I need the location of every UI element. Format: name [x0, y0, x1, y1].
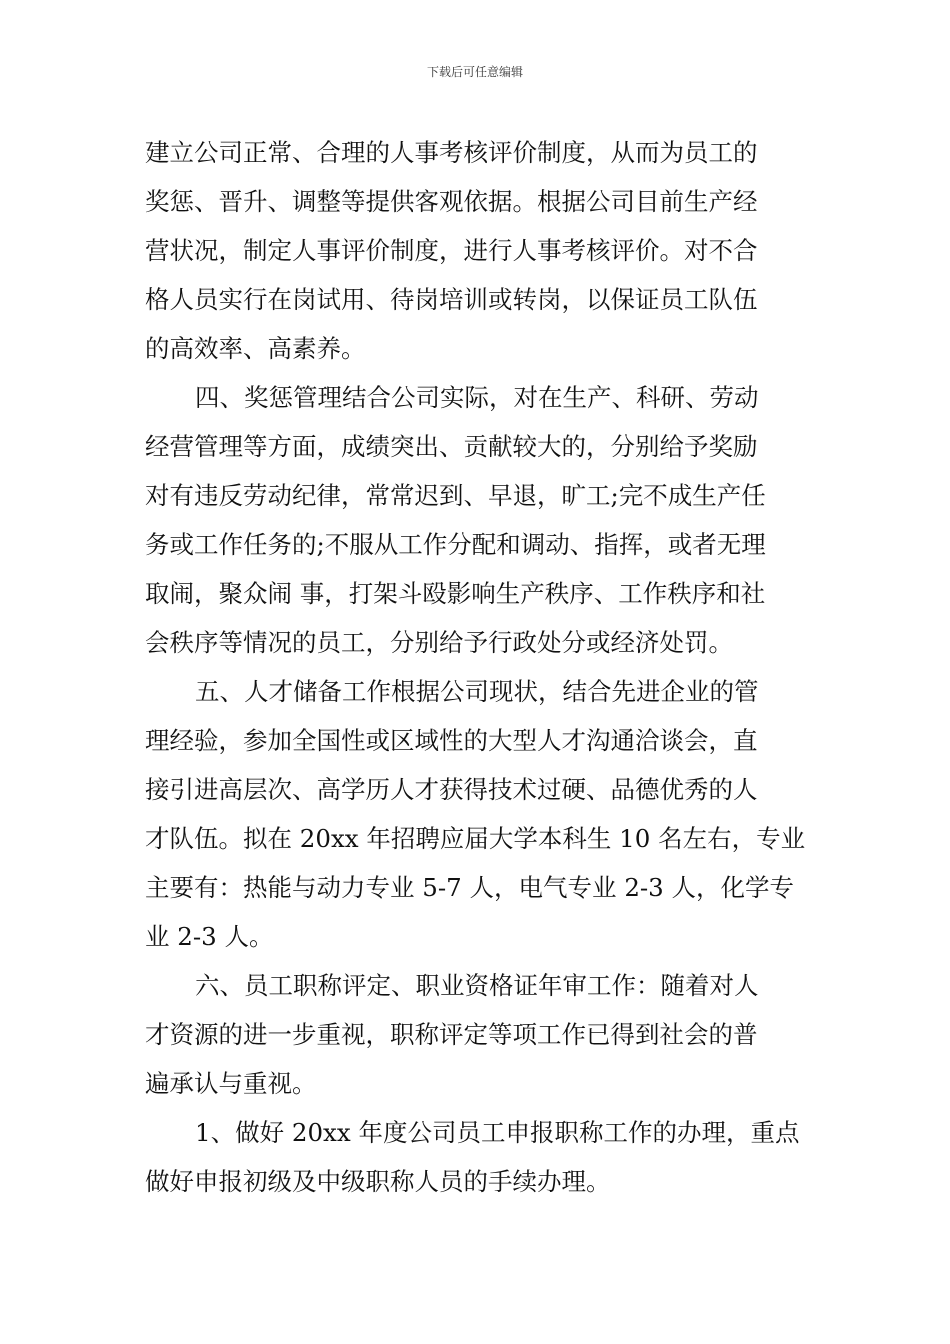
text-line: 对有违反劳动纪律，常常迟到、早退，旷工;完不成生产任	[145, 481, 766, 510]
text-line: 才资源的进一步重视，职称评定等项工作已得到社会的普	[145, 1020, 758, 1049]
text-line: 务或工作任务的;不服从工作分配和调动、指挥，或者无理	[145, 530, 766, 559]
text-line: 遍承认与重视。	[145, 1069, 317, 1098]
text-line: 接引进高层次、高学历人才获得技术过硬、品德优秀的人	[145, 775, 758, 804]
text-line: 的高效率、高素养。	[145, 334, 366, 363]
text-line: 主要有：热能与动力专业 5-7 人，电气专业 2-3 人，化学专	[145, 873, 795, 902]
text-line: 四、奖惩管理结合公司实际，对在生产、科研、劳动	[195, 383, 759, 412]
text-line: 五、人才储备工作根据公司现状，结合先进企业的管	[195, 677, 759, 706]
text-line: 业 2-3 人。	[145, 922, 274, 951]
text-line: 营状况，制定人事评价制度，进行人事考核评价。对不合	[145, 236, 758, 265]
page-header: 下载后可任意编辑	[426, 65, 523, 79]
text-line: 奖惩、晋升、调整等提供客观依据。根据公司目前生产经	[145, 187, 758, 216]
text-line: 建立公司正常、合理的人事考核评价制度，从而为员工的	[145, 138, 758, 167]
text-line: 取闹，聚众闹 事，打架斗殴影响生产秩序、工作秩序和社	[145, 579, 766, 608]
text-line: 才队伍。拟在 20xx 年招聘应届大学本科生 10 名左右，专业	[145, 824, 806, 853]
text-line: 格人员实行在岗试用、待岗培训或转岗，以保证员工队伍	[145, 285, 758, 314]
text-line: 做好申报初级及中级职称人员的手续办理。	[145, 1167, 611, 1196]
document-body	[145, 128, 810, 1206]
text-line: 1、做好 20xx 年度公司员工申报职称工作的办理，重点	[195, 1118, 800, 1147]
text-line: 六、员工职称评定、职业资格证年审工作：随着对人	[195, 971, 759, 1000]
text-line: 理经验，参加全国性或区域性的大型人才沟通洽谈会，直	[145, 726, 758, 755]
text-line: 经营管理等方面，成绩突出、贡献较大的，分别给予奖励	[145, 432, 758, 461]
text-line: 会秩序等情况的员工，分别给予行政处分或经济处罚。	[145, 628, 733, 657]
